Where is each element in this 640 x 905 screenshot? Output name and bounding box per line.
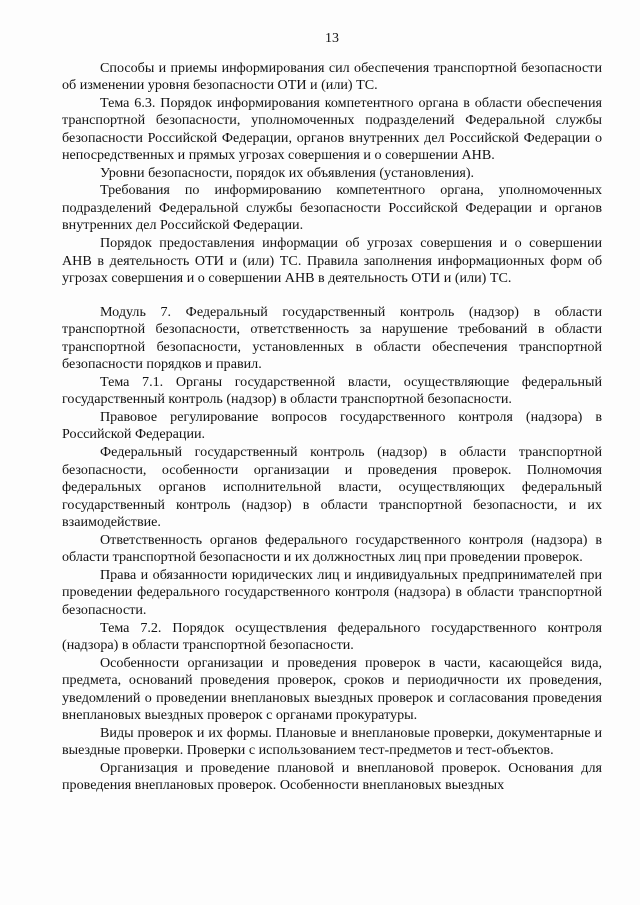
paragraph: Уровни безопасности, порядок их объявления (установления). xyxy=(100,164,475,181)
paragraph: Правовое регулирование вопросов государственного контроля (надзора) в Российской Федерации. xyxy=(62,408,602,443)
section-module-7 xyxy=(62,304,602,795)
paragraph: Особенности организации и проведения проверок в части, касающейся вида, предмета, оснований проведения проверок, сроков и периодичности их проведения, уведомлений о проведении внеплановых выездных проверок и согласования проведения внеплановых выездных проверок с органами прокуратуры. xyxy=(62,654,602,724)
module-heading: Модуль 7. Федеральный государственный контроль (надзор) в области транспортной безопасности, ответственность за нарушение требований в области транспортной безопасности, установленных в области обеспечения транспортной безопасности порядков и правил. xyxy=(62,303,602,373)
paragraph: Права и обязанности юридических лиц и индивидуальных предпринимателей при проведении федерального государственного контроля (надзора) в области транспортной безопасности. xyxy=(62,566,602,618)
paragraph: Порядок предоставления информации об угрозах совершения и о совершении АНВ в деятельность ОТИ и (или) ТС. Правила заполнения информационных форм об угрозах совершения и о совершении АНВ в деятельность ОТИ и (или) ТС. xyxy=(62,235,602,287)
paragraph: Федеральный государственный контроль (надзор) в области транспортной безопасности, особенности организации и проведения проверок. Полномочия федеральных органов исполнительной власти, осуществляющих федеральный государственный контроль (надзор) в области транспортной безопасности, и их взаимодействие. xyxy=(62,444,602,531)
paragraph: Ответственность органов федерального государственного контроля (надзора) в области транспортной безопасности и их должностных лиц при проведении проверок. xyxy=(62,531,602,566)
paragraph: Виды проверок и их формы. Плановые и внеплановые проверки, документарные и выездные проверки. Проверки с использованием тест-предметов и тест-объектов. xyxy=(62,724,602,759)
paragraph-gap xyxy=(62,288,602,304)
page-number: 13 xyxy=(325,31,339,46)
topic-heading: Тема 6.3. Порядок информирования компетентного органа в области обеспечения транспортной безопасности, уполномоченных подразделений Федеральной службы безопасности Российской Федерации, органов внутренних дел Российской Федерации о непосредственных и прямых угрозах совершения и о совершении АНВ. xyxy=(62,94,602,164)
section-information-procedures xyxy=(62,60,602,288)
paragraph: Способы и приемы информирования сил обеспечения транспортной безопасности об изменении уровня безопасности ОТИ и (или) ТС. xyxy=(62,59,602,94)
topic-heading: Тема 7.1. Органы государственной власти, осуществляющие федеральный государственный контроль (надзор) в области транспортной безопасности. xyxy=(62,373,602,408)
topic-heading: Тема 7.2. Порядок осуществления федерального государственного контроля (надзора) в области транспортной безопасности. xyxy=(62,619,602,654)
paragraph: Организация и проведение плановой и внеплановой проверок. Основания для проведения внеплановых проверок. Особенности внеплановых выездных xyxy=(62,759,602,794)
paragraph: Требования по информированию компетентного органа, уполномоченных подразделений Федеральной службы безопасности Российской Федерации и органов внутренних дел Российской Федерации. xyxy=(62,182,602,234)
